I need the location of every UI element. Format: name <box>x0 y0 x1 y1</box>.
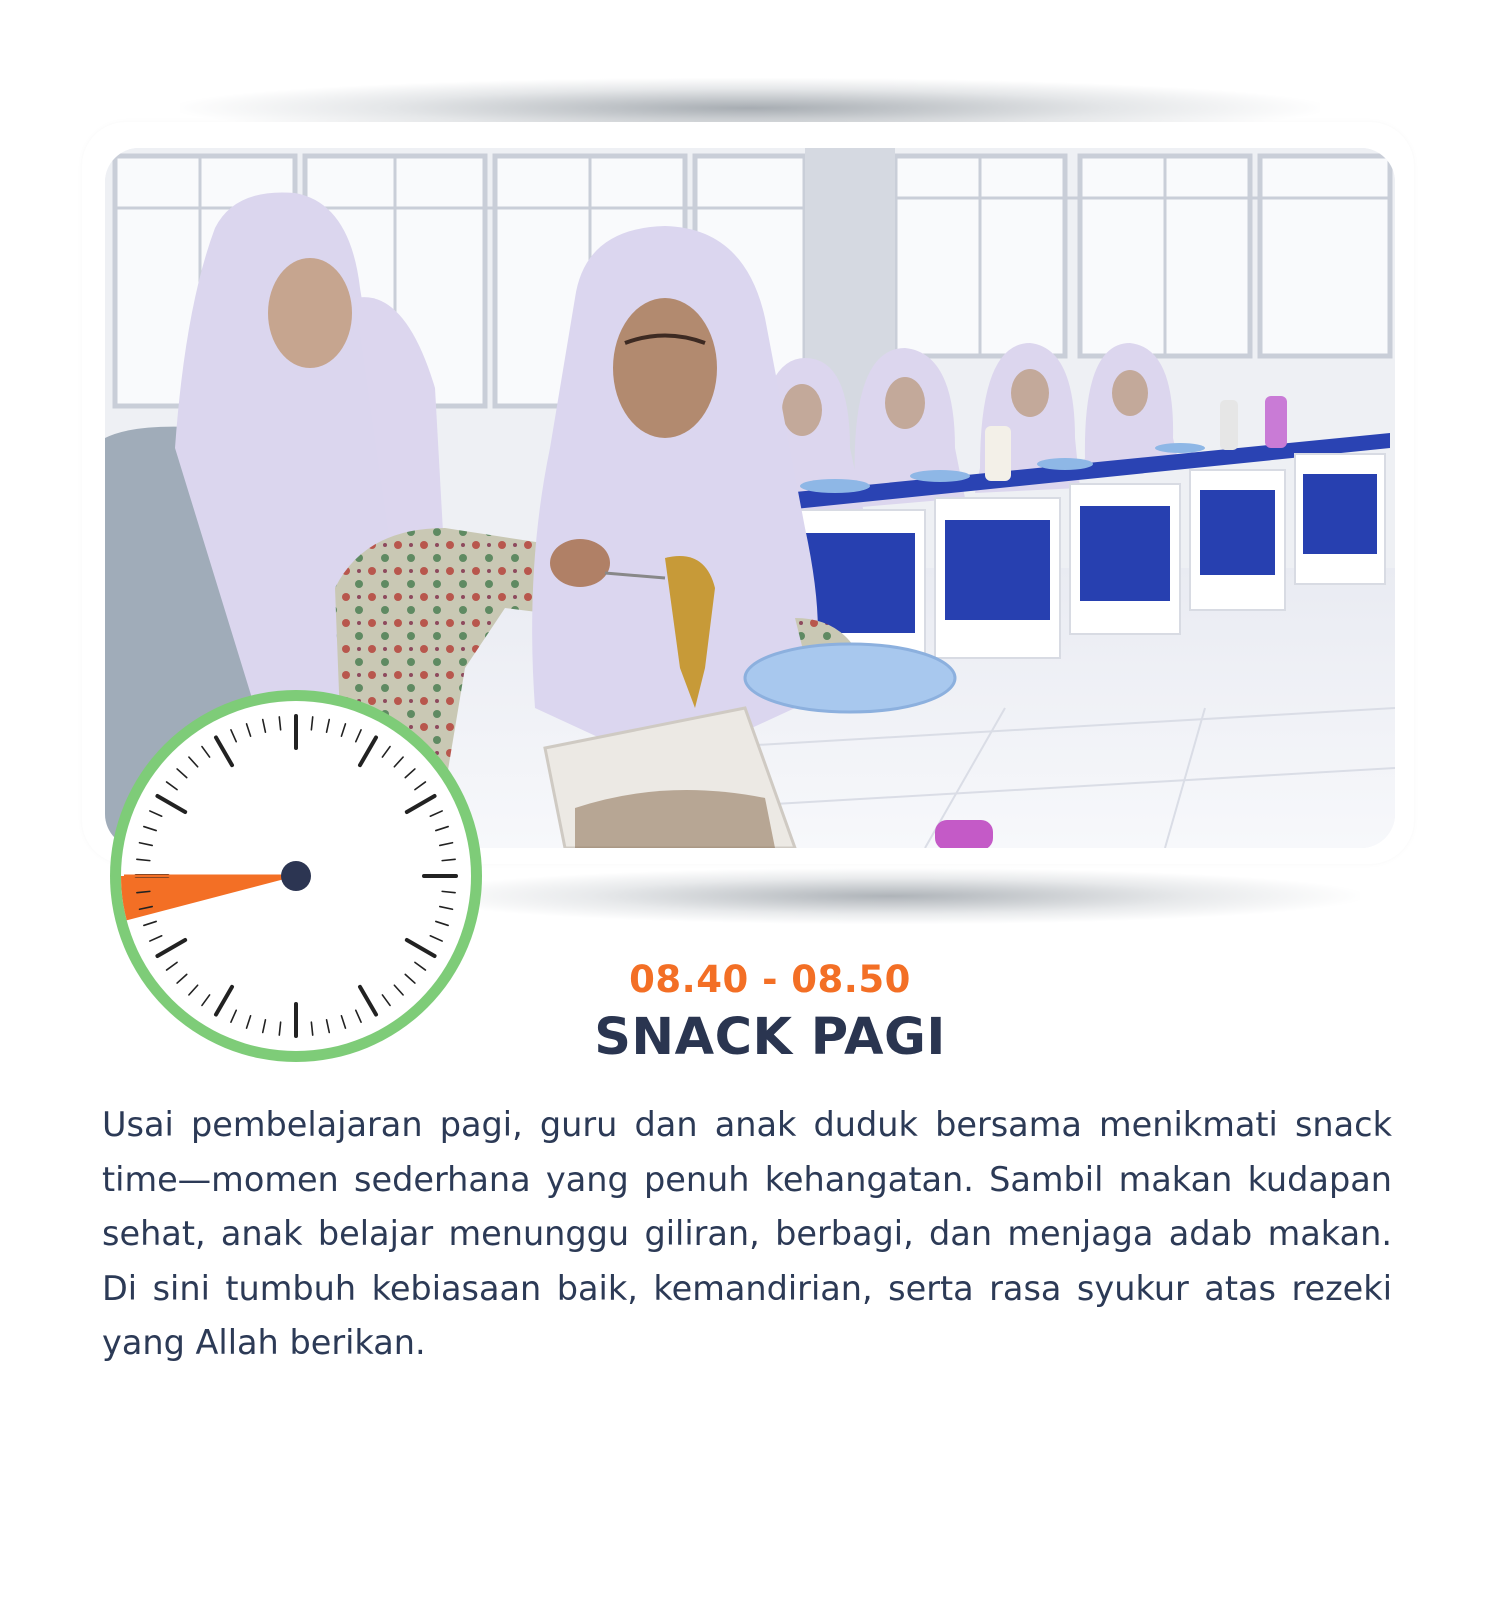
schedule-time: 08.40 - 08.50 <box>629 958 911 1001</box>
schedule-title: SNACK PAGI <box>594 1008 946 1067</box>
schedule-description: Usai pembelajaran pagi, guru dan anak duduk bersama menikmati snack time—momen sederhana yang penuh kehangatan. Sambil makan kudapan sehat, anak belajar menunggu giliran, berbagi, dan menjaga adab makan. Di sini tumbuh kebiasaan baik, kemandirian, serta rasa syukur atas rezeki yang Allah berikan. <box>102 1105 1392 1362</box>
photo-bottom-shadow <box>420 868 1360 924</box>
clock-hub <box>281 861 311 891</box>
